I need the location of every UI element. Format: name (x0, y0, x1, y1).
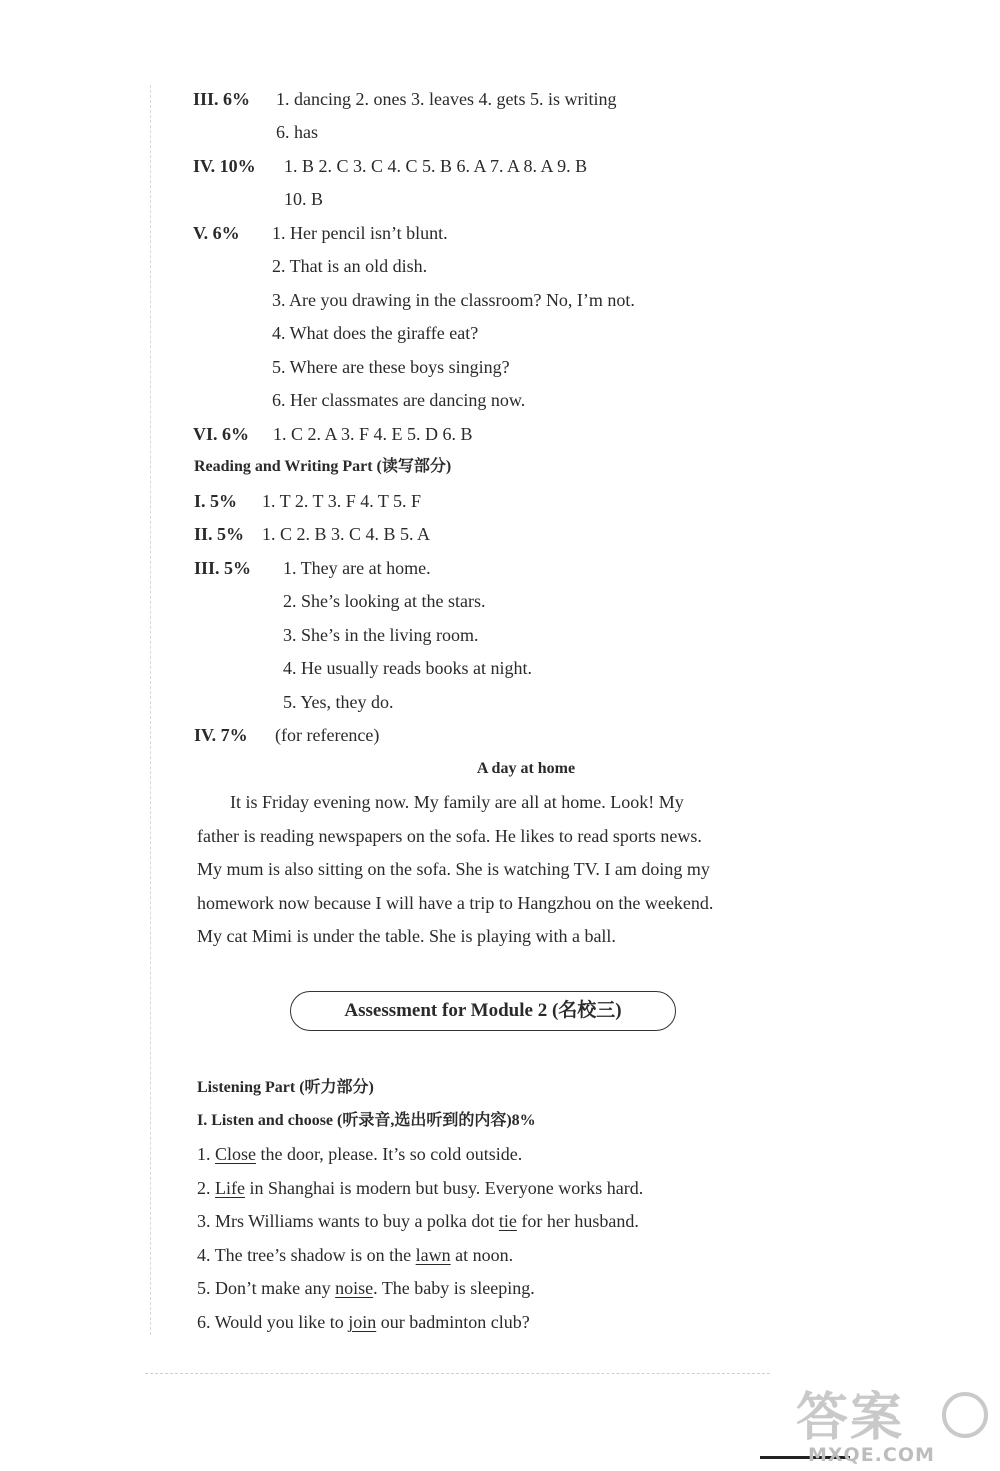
section-v-item: 5. Where are these boys singing? (272, 357, 510, 377)
section-v-item: 1. Her pencil isn’t blunt. (272, 223, 448, 243)
section-iii-line2: 6. has (276, 122, 318, 142)
section-vi-label: VI. 6% (193, 424, 250, 444)
item-number: 2. (197, 1178, 211, 1198)
assessment-banner (290, 991, 676, 1031)
item-text-before: Would you like to (214, 1312, 349, 1332)
section-vi-answers: 1. C 2. A 3. F 4. E 5. D 6. B (273, 424, 473, 444)
item-text-before: Don’t make any (215, 1278, 336, 1298)
item-keyword: lawn (415, 1245, 451, 1265)
rw-section-iii-item: 1. They are at home. (283, 558, 431, 578)
reading-writing-header: Reading and Writing Part (读写部分) (194, 458, 452, 475)
rw-section-iv-label: IV. 7% (194, 725, 248, 745)
item-text-before: Mrs Williams wants to buy a polka dot (215, 1211, 499, 1231)
rw-section-iii-item: 4. He usually reads books at night. (283, 658, 532, 678)
item-number: 6. (197, 1312, 211, 1332)
item-keyword: Life (215, 1178, 245, 1198)
rw-section-iii-label: III. 5% (194, 558, 252, 578)
listening-header: Listening Part (听力部分) (197, 1079, 374, 1096)
item-text-before: The tree’s shadow is on the (214, 1245, 416, 1265)
item-keyword: Close (215, 1144, 257, 1164)
rw-section-ii-label: II. 5% (194, 524, 245, 544)
item-number: 4. (197, 1245, 211, 1265)
essay-line: It is Friday evening now. My family are all at home. Look! My (230, 792, 684, 812)
essay-title: A day at home (476, 760, 576, 777)
section-iv-label: IV. 10% (193, 156, 256, 176)
rw-section-i-label: I. 5% (194, 491, 238, 511)
listening-section-i-title: I. Listen and choose (听录音,选出听到的内容)8% (197, 1112, 536, 1129)
item-text-after: . The baby is sleeping. (373, 1278, 535, 1298)
section-v-item: 6. Her classmates are dancing now. (272, 390, 526, 410)
listening-item (197, 1210, 639, 1232)
watermark-url: MXQE.COM (808, 1444, 935, 1466)
item-text-after: in Shanghai is modern but busy. Everyone works hard. (244, 1178, 644, 1198)
item-number: 5. (197, 1278, 211, 1298)
essay-line: homework now because I will have a trip to Hangzhou on the weekend. (197, 893, 714, 913)
listening-item (197, 1277, 535, 1299)
footer-divider (145, 1373, 770, 1374)
section-v-item: 2. That is an old dish. (272, 256, 428, 276)
margin-guide-line (150, 85, 151, 1335)
essay-line: My mum is also sitting on the sofa. She is watching TV. I am doing my (197, 859, 710, 879)
listening-item (197, 1143, 522, 1165)
assessment-banner-title: Assessment for Module 2 (名校三) (344, 1000, 622, 1021)
section-iv-line2: 10. B (284, 189, 324, 209)
section-v-item: 4. What does the giraffe eat? (272, 323, 479, 343)
item-text-after: for her husband. (516, 1211, 639, 1231)
item-keyword: tie (498, 1211, 517, 1231)
rw-section-iv-note: (for reference) (275, 725, 380, 745)
essay-line: My cat Mimi is under the table. She is playing with a ball. (197, 926, 616, 946)
item-number: 3. (197, 1211, 211, 1231)
listening-item (197, 1244, 513, 1266)
rw-section-iii-item: 3. She’s in the living room. (283, 625, 479, 645)
section-v-item: 3. Are you drawing in the classroom? No, I’m not. (272, 290, 635, 310)
watermark-logo (796, 1388, 992, 1468)
item-keyword: join (348, 1312, 377, 1332)
rw-section-iii-item: 5. Yes, they do. (283, 692, 394, 712)
item-keyword: noise (335, 1278, 374, 1298)
rw-section-iii-item: 2. She’s looking at the stars. (283, 591, 486, 611)
watermark-badge-icon (942, 1392, 988, 1438)
listening-item (197, 1311, 530, 1333)
item-number: 1. (197, 1144, 211, 1164)
watermark-text: 答案 (796, 1388, 905, 1448)
item-text-after: the door, please. It’s so cold outside. (256, 1144, 523, 1164)
rw-section-ii-answers: 1. C 2. B 3. C 4. B 5. A (262, 524, 431, 544)
essay-line: father is reading newspapers on the sofa. He likes to read sports news. (197, 826, 702, 846)
listening-item (197, 1177, 643, 1199)
item-text-after: our badminton club? (376, 1312, 530, 1332)
item-text-after: at noon. (450, 1245, 514, 1265)
section-iii-label: III. 6% (193, 89, 251, 109)
section-iii-line1: 1. dancing 2. ones 3. leaves 4. gets 5. is writing (276, 89, 617, 109)
rw-section-i-answers: 1. T 2. T 3. F 4. T 5. F (262, 491, 422, 511)
section-v-label: V. 6% (193, 223, 240, 243)
section-iv-line1: 1. B 2. C 3. C 4. C 5. B 6. A 7. A 8. A 9. B (284, 156, 588, 176)
